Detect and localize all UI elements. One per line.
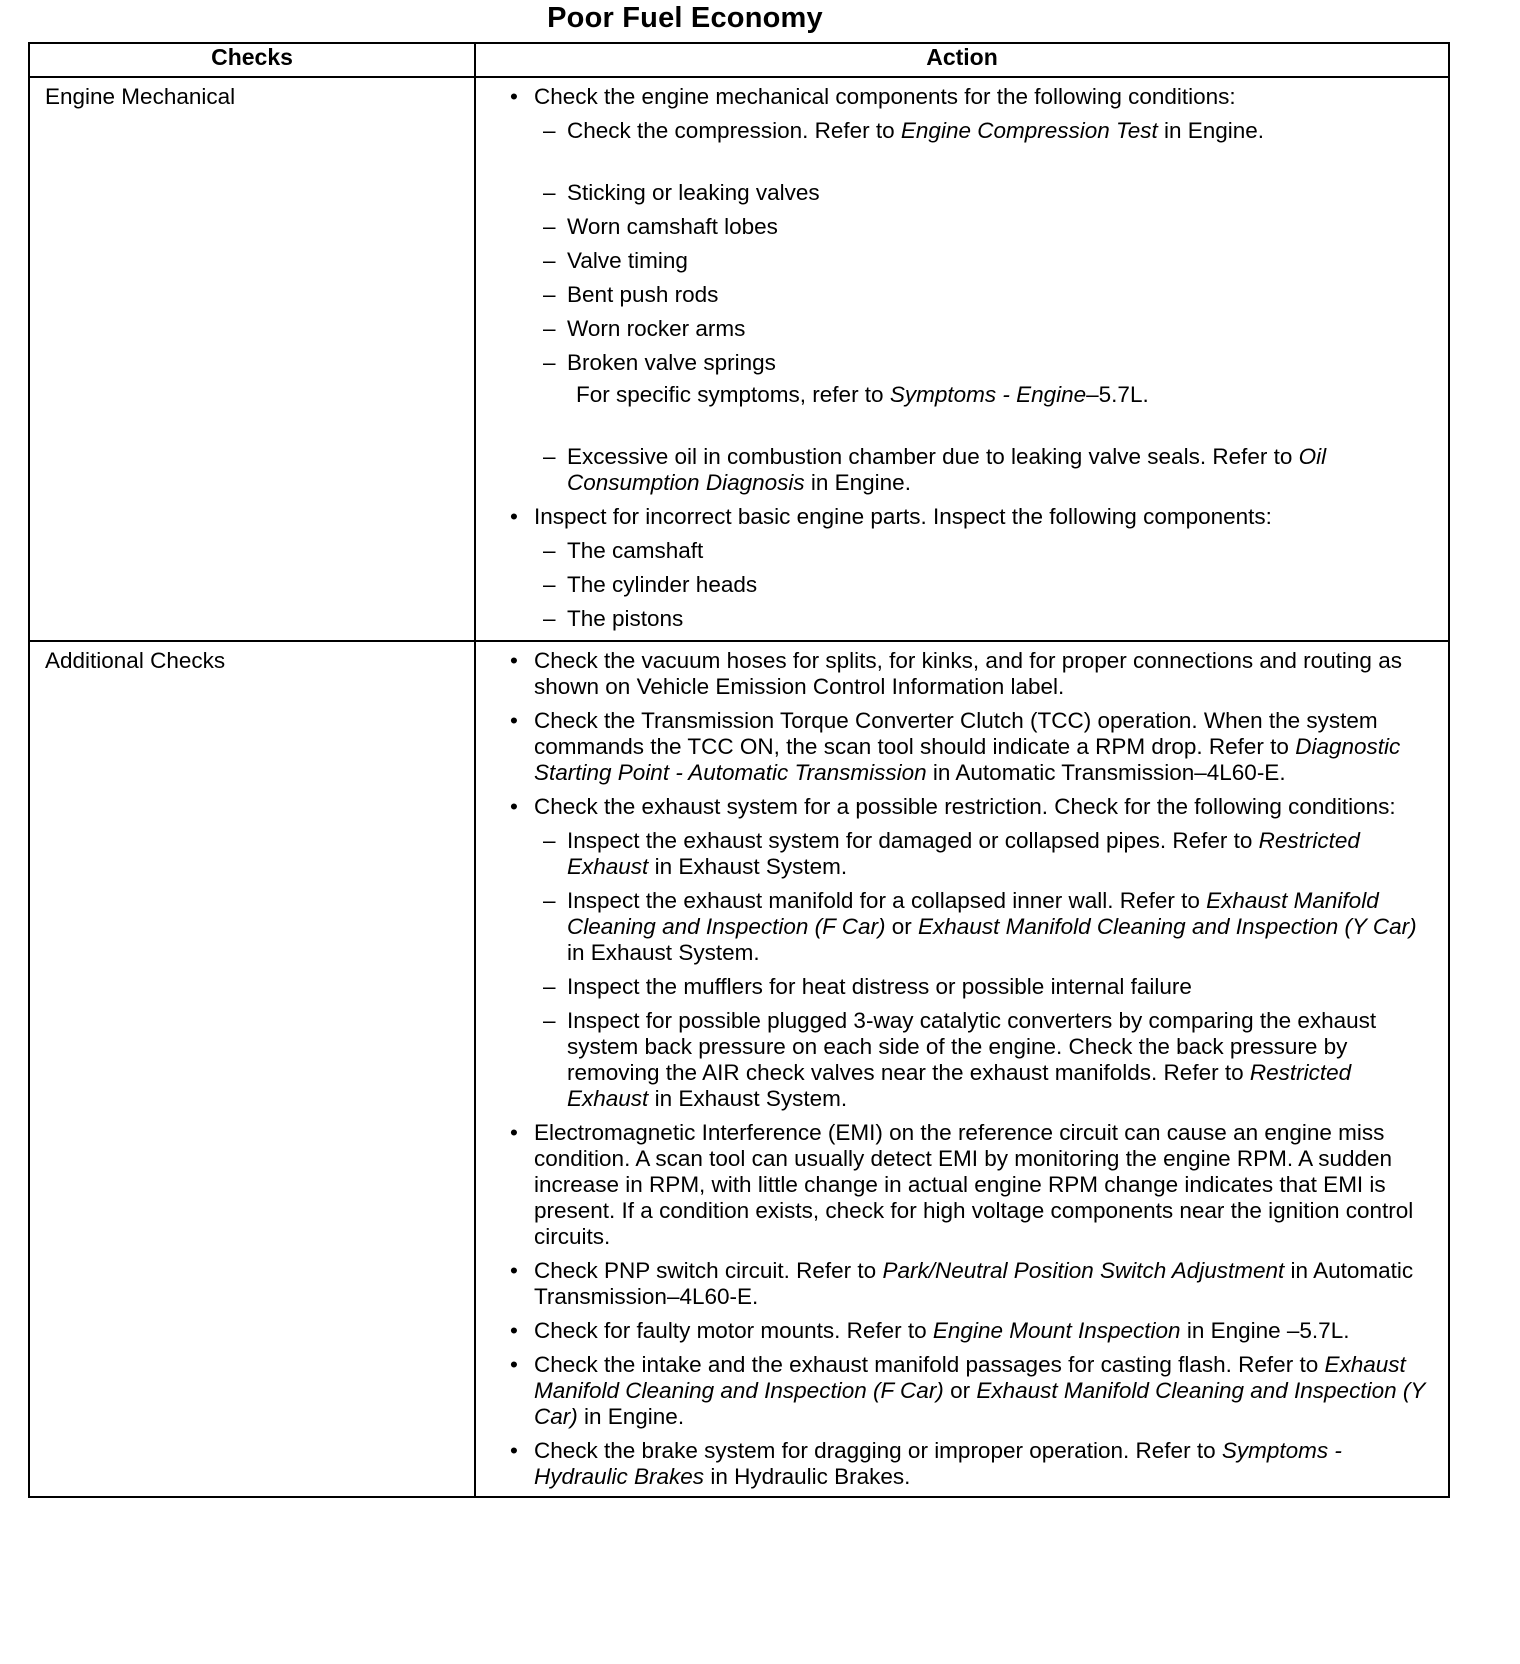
bullet-text: Check for faulty motor mounts. Refer to — [534, 1318, 933, 1343]
dash-item — [543, 282, 1432, 308]
bullet-text: in Automatic Transmission–4L60-E. — [926, 760, 1286, 785]
dash-text: Bent push rods — [567, 282, 719, 307]
bullet-text: Check the engine mechanical components for the following conditions: — [534, 84, 1236, 109]
dash-item — [543, 538, 1432, 564]
bullet-item — [510, 84, 1432, 110]
reference-title: Exhaust Manifold Cleaning and Inspection (Y Car) — [918, 914, 1417, 939]
dash-text: Inspect for possible plugged 3-way catalytic converters by comparing the exhaust system back pressure on each side of the engine. Check the back pressure by removing the AIR check valves near the exhaust manifolds. Refer to — [567, 1008, 1377, 1085]
dash-item — [543, 606, 1432, 632]
dash-text: Worn rocker arms — [567, 316, 746, 341]
bullet-item — [510, 1258, 1432, 1310]
bullet-text: Electromagnetic Interference (EMI) on the reference circuit can cause an engine miss condition. A scan tool can usually detect EMI by monitoring the engine RPM. A sudden increase in RPM, with little change in actual engine RPM change indicates that EMI is present. If a condition exists, check for high voltage components near the ignition control circuits. — [534, 1120, 1414, 1249]
bullet-item — [510, 708, 1432, 786]
dash-text: The camshaft — [567, 538, 704, 563]
dash-text: in Engine. — [1157, 118, 1265, 143]
dash-text: Inspect the exhaust system for damaged or collapsed pipes. Refer to — [567, 828, 1259, 853]
diagnostic-table — [28, 42, 1450, 1498]
page-title: Poor Fuel Economy — [547, 2, 823, 34]
dash-item — [543, 974, 1432, 1000]
checks-header: Checks — [29, 43, 475, 77]
bullet-text: in Automatic Transmission–4L60-E. — [534, 1258, 1414, 1309]
bullet-text: Check the intake and the exhaust manifold passages for casting flash. Refer to — [534, 1352, 1325, 1377]
dash-item — [543, 1008, 1432, 1112]
reference-title: Symptoms - Engine — [889, 382, 1087, 407]
dash-item — [543, 214, 1432, 240]
action-cell — [475, 77, 1449, 641]
dash-item — [543, 572, 1432, 598]
dash-item — [543, 118, 1432, 144]
bullet-item — [510, 1438, 1432, 1490]
bullet-text: Check the Transmission Torque Converter Clutch (TCC) operation. When the system commands the TCC ON, the scan tool should indicate a RPM drop. Refer to — [534, 708, 1378, 759]
dash-item — [543, 828, 1432, 880]
bullet-text: Check the vacuum hoses for splits, for kinks, and for proper connections and routing as shown on Vehicle Emission Control Information label. — [534, 648, 1402, 699]
bullet-item — [510, 1120, 1432, 1250]
dash-text: or — [885, 914, 919, 939]
reference-title: Symptoms - Hydraulic Brakes — [534, 1438, 1342, 1489]
check-cell: Additional Checks — [29, 641, 475, 1497]
spacer — [510, 152, 1432, 180]
note-text — [576, 382, 1432, 408]
dash-item — [543, 248, 1432, 274]
bullet-item — [510, 794, 1432, 820]
reference-title: Park/Neutral Position Switch Adjustment — [882, 1258, 1285, 1283]
dash-item — [543, 444, 1432, 496]
dash-item — [543, 180, 1432, 206]
reference-title: Oil Consumption Diagnosis — [567, 444, 1327, 495]
reference-title: Exhaust Manifold Cleaning and Inspection (F Car) — [534, 1352, 1406, 1403]
dash-text: Inspect the mufflers for heat distress or possible internal failure — [567, 974, 1192, 999]
action-cell — [475, 641, 1449, 1497]
bullet-text: in Engine –5.7L. — [1180, 1318, 1350, 1343]
table-row — [29, 77, 1449, 641]
dash-text: Valve timing — [567, 248, 688, 273]
dash-text: The cylinder heads — [567, 572, 758, 597]
dash-item — [543, 350, 1432, 376]
reference-title: Engine Mount Inspection — [932, 1318, 1181, 1343]
bullet-item — [510, 1352, 1432, 1430]
bullet-item — [510, 504, 1432, 530]
dash-text: in Exhaust System. — [648, 854, 848, 879]
bullet-text: or — [943, 1378, 977, 1403]
reference-title: Exhaust Manifold Cleaning and Inspection (Y Car) — [534, 1378, 1425, 1429]
reference-title: Exhaust Manifold Cleaning and Inspection (F Car) — [567, 888, 1379, 939]
bullet-text: Inspect for incorrect basic engine parts. Inspect the following components: — [534, 504, 1272, 529]
dash-item — [543, 888, 1432, 966]
check-cell: Engine Mechanical — [29, 77, 475, 641]
dash-item — [543, 316, 1432, 342]
bullet-text: Check the brake system for dragging or improper operation. Refer to — [534, 1438, 1222, 1463]
dash-text: in Exhaust System. — [567, 940, 760, 965]
note-pre: For specific symptoms, refer to — [576, 382, 890, 407]
table-row — [29, 641, 1449, 1497]
note-post: –5.7L. — [1086, 382, 1149, 407]
dash-text: The pistons — [567, 606, 684, 631]
dash-text: Worn camshaft lobes — [567, 214, 778, 239]
dash-text: in Exhaust System. — [648, 1086, 848, 1111]
dash-text: Inspect the exhaust manifold for a collapsed inner wall. Refer to — [567, 888, 1207, 913]
dash-text: Broken valve springs — [567, 350, 776, 375]
dash-text: in Engine. — [804, 470, 911, 495]
bullet-text: Check PNP switch circuit. Refer to — [534, 1258, 883, 1283]
header-row — [29, 43, 1449, 77]
dash-text: Check the compression. Refer to — [567, 118, 901, 143]
bullet-item — [510, 648, 1432, 700]
bullet-text: Check the exhaust system for a possible restriction. Check for the following conditions: — [534, 794, 1396, 819]
reference-title: Restricted Exhaust — [567, 828, 1360, 879]
reference-title: Restricted Exhaust — [567, 1060, 1352, 1111]
reference-title: Diagnostic Starting Point - Automatic Transmission — [534, 734, 1401, 785]
bullet-item — [510, 1318, 1432, 1344]
action-header: Action — [475, 43, 1449, 77]
bullet-text: in Hydraulic Brakes. — [704, 1464, 911, 1489]
dash-text: Excessive oil in combustion chamber due to leaking valve seals. Refer to — [567, 444, 1299, 469]
spacer — [510, 416, 1432, 444]
bullet-text: in Engine. — [577, 1404, 685, 1429]
reference-title: Engine Compression Test — [900, 118, 1158, 143]
dash-text: Sticking or leaking valves — [567, 180, 820, 205]
